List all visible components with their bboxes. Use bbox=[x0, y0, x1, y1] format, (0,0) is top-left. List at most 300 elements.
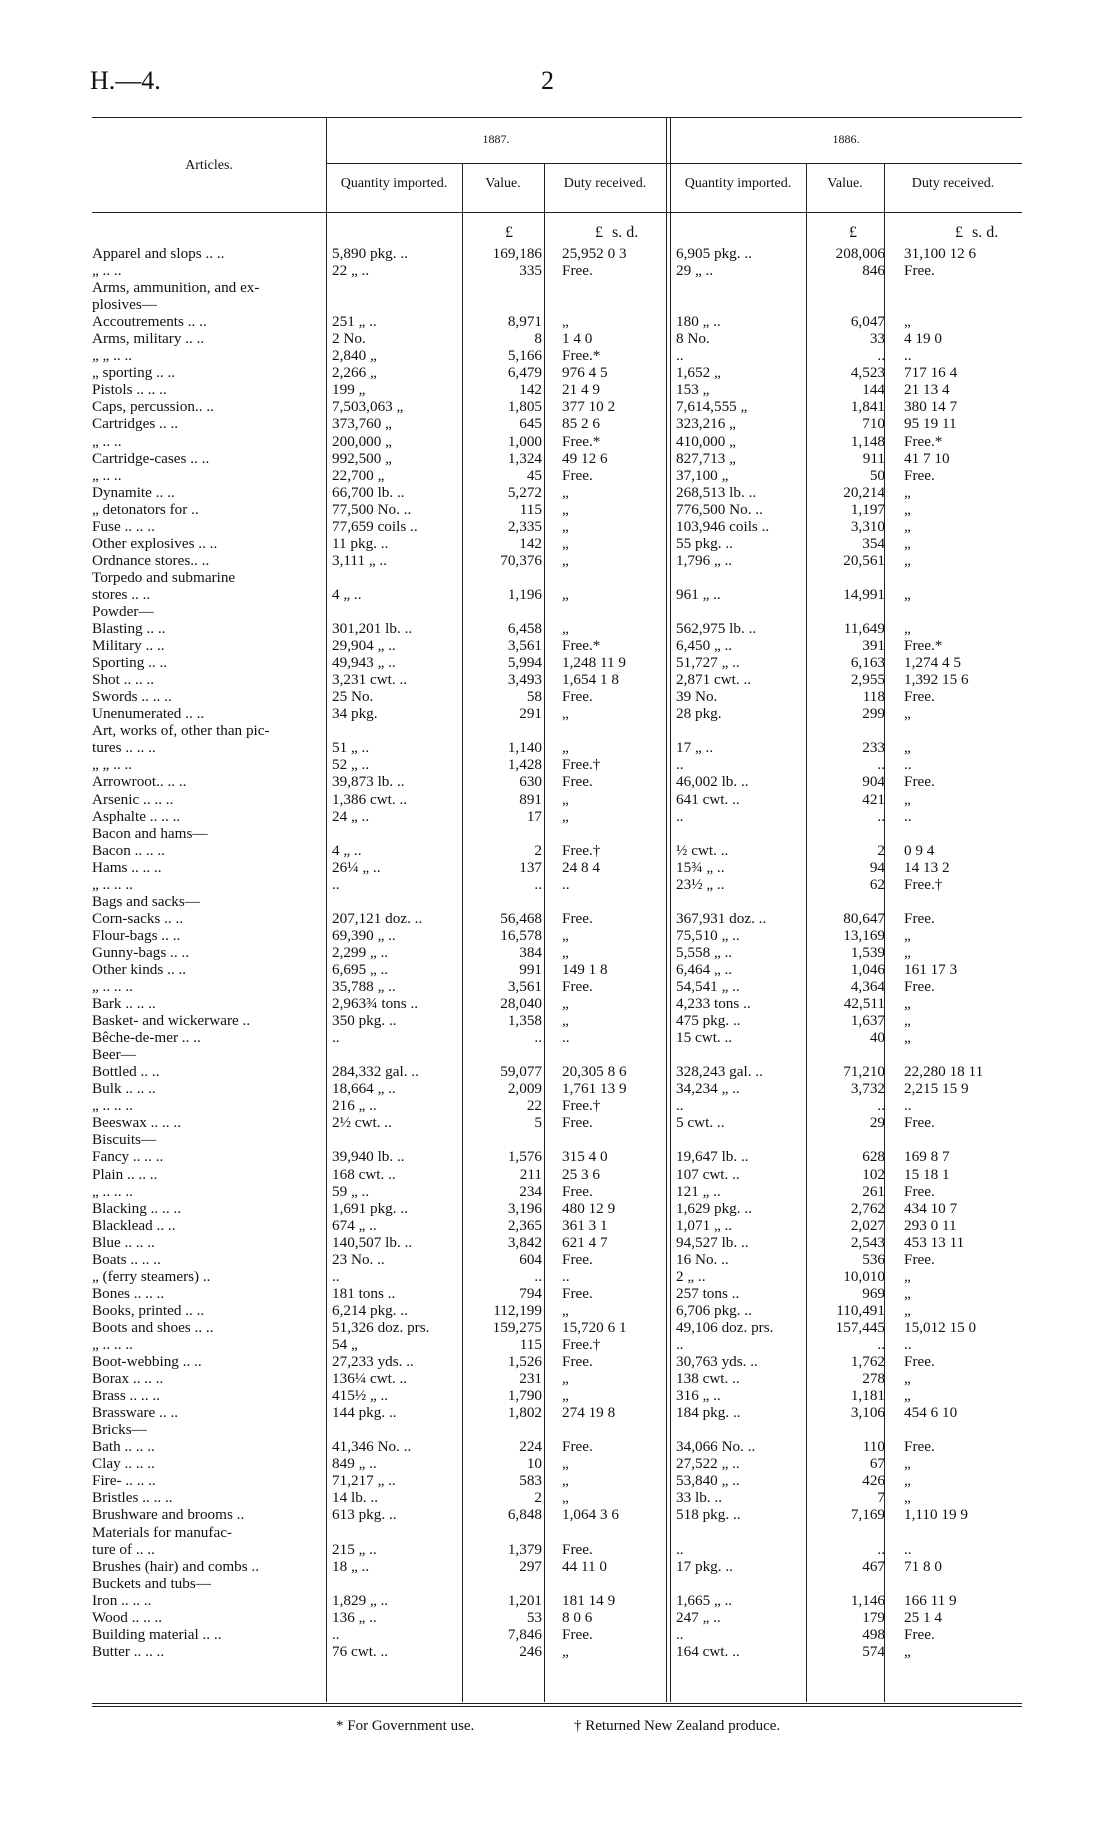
table-row bbox=[92, 859, 1022, 876]
quantity-1886: 17 pkg. .. bbox=[676, 1557, 733, 1575]
duty-1886: „ bbox=[904, 585, 911, 603]
quantity-1887: 613 pkg. .. bbox=[332, 1506, 397, 1524]
quantity-1886: 776,500 No. .. bbox=[676, 500, 763, 518]
article-name: Other explosives .. .. bbox=[92, 534, 218, 552]
table-row bbox=[92, 739, 1022, 756]
article-name: Bulk .. .. .. bbox=[92, 1080, 156, 1098]
article-name: Beeswax .. .. .. bbox=[92, 1114, 181, 1132]
value-1887: 1,000 bbox=[507, 432, 542, 450]
quantity-1887: .. bbox=[332, 1267, 340, 1285]
value-1887: 59,077 bbox=[500, 1063, 542, 1081]
table-row bbox=[92, 1302, 1022, 1319]
duty-1886: .. bbox=[904, 1336, 912, 1353]
article-name: Fire- .. .. .. bbox=[92, 1472, 156, 1490]
article-name: Bones .. .. .. bbox=[92, 1284, 165, 1302]
article-name: Biscuits— bbox=[92, 1131, 157, 1149]
quantity-1887: 251 „ .. bbox=[332, 313, 377, 331]
table-row bbox=[92, 1387, 1022, 1404]
quantity-1886: 39 No. bbox=[676, 688, 718, 706]
quantity-1886: 138 cwt. .. bbox=[676, 1370, 740, 1388]
value-1887: 3,561 bbox=[507, 978, 542, 996]
header-duty-1887: Duty received. bbox=[563, 176, 647, 191]
table-row bbox=[92, 978, 1022, 995]
value-1887: 2 bbox=[534, 841, 542, 859]
duty-1887: 149 1 8 bbox=[562, 960, 608, 978]
duty-1886: Free. bbox=[904, 1438, 935, 1456]
duty-1887: 315 4 0 bbox=[562, 1148, 608, 1166]
quantity-1887: 168 cwt. .. bbox=[332, 1165, 396, 1183]
duty-1886: Free. bbox=[904, 1353, 935, 1371]
duty-1886: „ bbox=[904, 1455, 911, 1473]
duty-1887: „ bbox=[562, 705, 569, 723]
article-name: Plain .. .. .. bbox=[92, 1165, 158, 1183]
duty-1886: „ bbox=[904, 790, 911, 808]
article-name: Accoutrements .. .. bbox=[92, 313, 207, 331]
value-1887: 5,272 bbox=[507, 483, 542, 501]
duty-1887: 480 12 9 bbox=[562, 1199, 616, 1217]
value-1886: 1,148 bbox=[850, 432, 885, 450]
table-row bbox=[92, 467, 1022, 484]
value-1887: 991 bbox=[519, 960, 542, 978]
article-name: Wood .. .. .. bbox=[92, 1608, 163, 1626]
article-name: Dynamite .. .. bbox=[92, 483, 175, 501]
value-1887: 645 bbox=[519, 415, 542, 433]
table-row bbox=[92, 722, 1022, 739]
table-row bbox=[92, 688, 1022, 705]
duty-1887: Free.† bbox=[562, 1097, 601, 1115]
quantity-1887: 140,507 lb. .. bbox=[332, 1233, 413, 1251]
value-1886: 278 bbox=[862, 1370, 885, 1388]
value-1887: 2,335 bbox=[507, 517, 542, 535]
article-name: Hams .. .. .. bbox=[92, 858, 162, 876]
duty-1887: Free. bbox=[562, 909, 593, 927]
table-row bbox=[92, 1421, 1022, 1438]
table-row bbox=[92, 825, 1022, 842]
value-1886: 3,310 bbox=[850, 517, 885, 535]
value-1887: 5 bbox=[534, 1114, 542, 1132]
duty-1887: „ bbox=[562, 1642, 569, 1660]
duty-1887: Free.† bbox=[562, 756, 601, 774]
duty-1886: 41 7 10 bbox=[904, 449, 950, 467]
quantity-1886: 34,234 „ .. bbox=[676, 1080, 740, 1098]
quantity-1887: 59 „ .. bbox=[332, 1182, 370, 1200]
duty-1887: Free.† bbox=[562, 1336, 601, 1353]
value-1886: .. bbox=[877, 1097, 885, 1115]
value-1887: 3,493 bbox=[507, 671, 542, 689]
article-name: „ .. .. .. bbox=[92, 978, 133, 996]
value-1887: 3,842 bbox=[507, 1233, 542, 1251]
value-1887: .. bbox=[534, 1267, 542, 1285]
pound-sign: £ bbox=[849, 224, 857, 241]
duty-1887: 25 3 6 bbox=[562, 1165, 600, 1183]
table-row bbox=[92, 791, 1022, 808]
shillings-pence: s. d. bbox=[612, 224, 639, 241]
quantity-1886: 6,464 „ .. bbox=[676, 960, 733, 978]
quantity-1887: 77,659 coils .. bbox=[332, 517, 418, 535]
duty-1887: „ bbox=[562, 500, 569, 518]
table-row bbox=[92, 1319, 1022, 1336]
duty-1887: 85 2 6 bbox=[562, 415, 600, 433]
table-row bbox=[92, 620, 1022, 637]
article-name: „ .. .. .. bbox=[92, 1182, 133, 1200]
duty-1887: „ bbox=[562, 620, 569, 638]
value-1886: 1,762 bbox=[850, 1353, 885, 1371]
table-row bbox=[92, 1626, 1022, 1643]
value-1887: 1,428 bbox=[507, 756, 542, 774]
duty-1887: 1 4 0 bbox=[562, 330, 593, 348]
article-name: Building material .. .. bbox=[92, 1625, 222, 1643]
duty-1887: Free.* bbox=[562, 432, 601, 450]
article-name: Arms, ammunition, and ex- bbox=[92, 279, 260, 297]
quantity-1887: 2,840 „ bbox=[332, 347, 377, 365]
table-row bbox=[92, 961, 1022, 978]
value-1887: 112,199 bbox=[493, 1301, 542, 1319]
quantity-1886: 17 „ .. bbox=[676, 739, 714, 757]
header-qty-1887: Quantity imported. bbox=[340, 176, 448, 191]
duty-1886: 293 0 11 bbox=[904, 1216, 957, 1234]
quantity-1887: 5,890 pkg. .. bbox=[332, 245, 408, 262]
article-name: „ (ferry steamers) .. bbox=[92, 1267, 211, 1285]
duty-1886: „ bbox=[904, 1029, 911, 1047]
article-name: Blacklead .. .. bbox=[92, 1216, 176, 1234]
duty-1886: .. bbox=[904, 807, 912, 825]
quantity-1887: .. bbox=[332, 1625, 340, 1643]
article-name: Brushes (hair) and combs .. bbox=[92, 1557, 260, 1575]
value-1887: 583 bbox=[519, 1472, 542, 1490]
table-row bbox=[92, 433, 1022, 450]
value-1886: 102 bbox=[862, 1165, 885, 1183]
article-name: Beer— bbox=[92, 1046, 136, 1064]
bottom-rule bbox=[92, 1703, 1022, 1704]
table-row bbox=[92, 518, 1022, 535]
year-divider bbox=[666, 118, 667, 212]
quantity-1887: 29,904 „ .. bbox=[332, 637, 396, 655]
quantity-1886: 107 cwt. .. bbox=[676, 1165, 740, 1183]
quantity-1886: 1,665 „ .. bbox=[676, 1591, 733, 1609]
footnote-returned-produce: † Returned New Zealand produce. bbox=[574, 1718, 781, 1734]
table-row bbox=[92, 1063, 1022, 1080]
duty-1886: „ bbox=[904, 620, 911, 638]
article-name: Fuse .. .. .. bbox=[92, 517, 155, 535]
value-1886: 536 bbox=[862, 1250, 885, 1268]
article-name: Military .. .. bbox=[92, 637, 165, 655]
duty-1886: 31,100 12 6 bbox=[904, 245, 977, 262]
quantity-1887: 3,111 „ .. bbox=[332, 551, 387, 569]
quantity-1887: 849 „ .. bbox=[332, 1455, 377, 1473]
quantity-1886: 2 „ .. bbox=[676, 1267, 706, 1285]
value-1887: 1,526 bbox=[507, 1353, 542, 1371]
table-row bbox=[92, 1524, 1022, 1541]
article-name: ture of .. .. bbox=[92, 1540, 155, 1558]
value-1887: 5,994 bbox=[507, 654, 542, 672]
duty-1886: 434 10 7 bbox=[904, 1199, 958, 1217]
value-1887: 234 bbox=[519, 1182, 542, 1200]
duty-1887: „ bbox=[562, 739, 569, 757]
duty-1887: „ bbox=[562, 926, 569, 944]
table-row bbox=[92, 569, 1022, 586]
quantity-1886: 164 cwt. .. bbox=[676, 1642, 740, 1660]
duty-1887: „ bbox=[562, 483, 569, 501]
article-name: Ordnance stores.. .. bbox=[92, 551, 210, 569]
article-name: „ sporting .. .. bbox=[92, 364, 176, 382]
table-row bbox=[92, 944, 1022, 961]
duty-1887: „ bbox=[562, 517, 569, 535]
article-name: Blacking .. .. .. bbox=[92, 1199, 182, 1217]
duty-1887: Free. bbox=[562, 1182, 593, 1200]
value-1886: 118 bbox=[862, 688, 885, 706]
duty-1886: 15 18 1 bbox=[904, 1165, 950, 1183]
quantity-1886: .. bbox=[676, 1097, 684, 1115]
article-name: „ .. .. bbox=[92, 466, 122, 484]
quantity-1886: 641 cwt. .. bbox=[676, 790, 740, 808]
table-row bbox=[92, 262, 1022, 279]
value-1887: 16,578 bbox=[500, 926, 542, 944]
quantity-1887: 2,299 „ .. bbox=[332, 943, 389, 961]
value-1886: 710 bbox=[862, 415, 885, 433]
quantity-1886: 16 No. .. bbox=[676, 1250, 729, 1268]
table-row bbox=[92, 1370, 1022, 1387]
value-1887: 8,971 bbox=[507, 313, 542, 331]
duty-1886: „ bbox=[904, 926, 911, 944]
value-1886: 1,841 bbox=[850, 398, 885, 416]
quantity-1886: 33 lb. .. bbox=[676, 1489, 722, 1507]
value-1886: 421 bbox=[862, 790, 885, 808]
article-name: Boats .. .. .. bbox=[92, 1250, 161, 1268]
page-number: 2 bbox=[541, 66, 554, 95]
value-1886: 110,491 bbox=[836, 1301, 885, 1319]
value-1886: 10,010 bbox=[843, 1267, 885, 1285]
table-row bbox=[92, 1251, 1022, 1268]
table-row bbox=[92, 1012, 1022, 1029]
quantity-1886: 247 „ .. bbox=[676, 1608, 721, 1626]
pound-sign: £ bbox=[595, 224, 603, 241]
duty-1886: „ bbox=[904, 739, 911, 757]
duty-1886: „ bbox=[904, 483, 911, 501]
duty-1886: Free. bbox=[904, 978, 935, 996]
article-name: Blasting .. .. bbox=[92, 620, 166, 638]
quantity-1886: 257 tons .. bbox=[676, 1284, 740, 1302]
quantity-1886: 827,713 „ bbox=[676, 449, 736, 467]
duty-1887: Free. bbox=[562, 1353, 593, 1371]
quantity-1886: 8 No. bbox=[676, 330, 710, 348]
duty-1886: „ bbox=[904, 705, 911, 723]
quantity-1887: 992,500 „ bbox=[332, 449, 392, 467]
table-row bbox=[92, 313, 1022, 330]
quantity-1887: 2,266 „ bbox=[332, 364, 377, 382]
duty-1886: 4 19 0 bbox=[904, 330, 942, 348]
article-name: Swords .. .. .. bbox=[92, 688, 172, 706]
quantity-1887: 27,233 yds. .. bbox=[332, 1353, 414, 1371]
value-1886: .. bbox=[877, 807, 885, 825]
table-row bbox=[92, 279, 1022, 296]
value-1886: 62 bbox=[869, 875, 885, 893]
quantity-1887: 144 pkg. .. bbox=[332, 1404, 397, 1422]
duty-1886: Free. bbox=[904, 466, 935, 484]
duty-1887: Free. bbox=[562, 688, 593, 706]
duty-1886: 14 13 2 bbox=[904, 858, 950, 876]
value-1887: 630 bbox=[519, 773, 542, 791]
value-1886: 11,649 bbox=[843, 620, 885, 638]
quantity-1887: 216 „ .. bbox=[332, 1097, 377, 1115]
duty-1886: Free. bbox=[904, 909, 935, 927]
value-1887: 3,561 bbox=[507, 637, 542, 655]
table-row bbox=[92, 347, 1022, 364]
duty-1886: „ bbox=[904, 517, 911, 535]
value-1886: 157,445 bbox=[835, 1318, 885, 1336]
duty-1887: 49 12 6 bbox=[562, 449, 608, 467]
quantity-1886: 121 „ .. bbox=[676, 1182, 721, 1200]
value-1887: 2,365 bbox=[507, 1216, 542, 1234]
header-value-1886: Value. bbox=[827, 176, 863, 191]
quantity-1887: .. bbox=[332, 1029, 340, 1047]
quantity-1886: 103,946 coils .. bbox=[676, 517, 770, 535]
quantity-1886: 53,840 „ .. bbox=[676, 1472, 740, 1490]
quantity-1886: 7,614,555 „ bbox=[676, 398, 748, 416]
table-row bbox=[92, 398, 1022, 415]
quantity-1887: 6,214 pkg. .. bbox=[332, 1301, 408, 1319]
table-row bbox=[92, 1200, 1022, 1217]
duty-1886: Free.* bbox=[904, 432, 943, 450]
duty-1886: 95 19 11 bbox=[904, 415, 957, 433]
table-row bbox=[92, 705, 1022, 722]
article-name: Fancy .. .. .. bbox=[92, 1148, 164, 1166]
value-1886: 969 bbox=[862, 1284, 885, 1302]
article-name: Bottled .. .. bbox=[92, 1063, 160, 1081]
duty-1887: 15,720 6 1 bbox=[562, 1318, 627, 1336]
quantity-1887: 4 „ .. bbox=[332, 841, 362, 859]
quantity-1886: 4,233 tons .. bbox=[676, 995, 751, 1013]
value-1886: 2,762 bbox=[850, 1199, 885, 1217]
duty-1886: .. bbox=[904, 1097, 912, 1115]
duty-1887: 361 3 1 bbox=[562, 1216, 608, 1234]
value-1887: 2 bbox=[534, 1489, 542, 1507]
quantity-1887: 3,231 cwt. .. bbox=[332, 671, 408, 689]
value-1886: 4,523 bbox=[850, 364, 885, 382]
article-name: Brushware and brooms .. bbox=[92, 1506, 245, 1524]
duty-1887: 621 4 7 bbox=[562, 1233, 608, 1251]
table-row bbox=[92, 671, 1022, 688]
table-row bbox=[92, 296, 1022, 313]
table-row bbox=[92, 995, 1022, 1012]
duty-1887: „ bbox=[562, 1387, 569, 1405]
article-name: „ „ .. .. bbox=[92, 756, 133, 774]
value-1886: 1,637 bbox=[850, 1012, 885, 1030]
value-1886: 498 bbox=[862, 1625, 885, 1643]
quantity-1886: 6,905 pkg. .. bbox=[676, 245, 752, 262]
table-row bbox=[92, 1472, 1022, 1489]
table-row bbox=[92, 603, 1022, 620]
article-name: Cartridge-cases .. .. bbox=[92, 449, 210, 467]
value-1886: 1,197 bbox=[850, 500, 885, 518]
value-1887: 115 bbox=[519, 1336, 542, 1353]
article-name: Brass .. .. .. bbox=[92, 1387, 160, 1405]
article-name: Basket- and wickerware .. bbox=[92, 1012, 251, 1030]
value-1887: 58 bbox=[526, 688, 542, 706]
quantity-1886: .. bbox=[676, 1540, 684, 1558]
value-1887: 1,201 bbox=[507, 1591, 542, 1609]
quantity-1886: 30,763 yds. .. bbox=[676, 1353, 758, 1371]
duty-1887: Free. bbox=[562, 1625, 593, 1643]
value-1886: 7,169 bbox=[850, 1506, 885, 1524]
quantity-1887: 415½ „ .. bbox=[332, 1387, 389, 1405]
quantity-1886: 410,000 „ bbox=[676, 432, 736, 450]
quantity-1886: 518 pkg. .. bbox=[676, 1506, 741, 1524]
value-1887: 1,140 bbox=[507, 739, 542, 757]
imports-table-body bbox=[92, 245, 1022, 1660]
header-year-1886: 1886. bbox=[832, 132, 860, 146]
value-1886: 6,163 bbox=[850, 654, 885, 672]
quantity-1886: 6,450 „ .. bbox=[676, 637, 733, 655]
quantity-1887: 18 „ .. bbox=[332, 1557, 370, 1575]
quantity-1887: 25 No. bbox=[332, 688, 374, 706]
value-1886: 911 bbox=[862, 449, 885, 467]
duty-1886: 166 11 9 bbox=[904, 1591, 957, 1609]
article-name: „ .. .. .. bbox=[92, 1097, 133, 1115]
value-1887: 224 bbox=[519, 1438, 542, 1456]
quantity-1886: 1,071 „ .. bbox=[676, 1216, 733, 1234]
duty-1887: 8 0 6 bbox=[562, 1608, 593, 1626]
value-1886: 71,210 bbox=[843, 1063, 885, 1081]
value-1886: .. bbox=[877, 756, 885, 774]
value-1886: 904 bbox=[862, 773, 885, 791]
duty-1887: „ bbox=[562, 1489, 569, 1507]
value-1887: 1,358 bbox=[507, 1012, 542, 1030]
table-row bbox=[92, 1097, 1022, 1114]
quantity-1887: 2,963¾ tons .. bbox=[332, 995, 419, 1013]
quantity-1887: 22 „ .. bbox=[332, 262, 370, 280]
duty-1887: 24 8 4 bbox=[562, 858, 600, 876]
table-row bbox=[92, 1575, 1022, 1592]
article-name: Materials for manufac- bbox=[92, 1523, 232, 1541]
quantity-1887: 23 No. .. bbox=[332, 1250, 385, 1268]
duty-1887: „ bbox=[562, 790, 569, 808]
footnote-government-use: * For Government use. bbox=[336, 1718, 475, 1734]
article-name: plosives— bbox=[92, 296, 157, 314]
duty-1887: „ bbox=[562, 807, 569, 825]
article-name: „ .. .. .. bbox=[92, 875, 133, 893]
header-articles: Articles. bbox=[185, 158, 233, 173]
article-name: Blue .. .. .. bbox=[92, 1233, 155, 1251]
duty-1886: „ bbox=[904, 1012, 911, 1030]
value-1887: 28,040 bbox=[500, 995, 542, 1013]
pound-sign: £ bbox=[955, 224, 963, 241]
value-1886: 20,214 bbox=[843, 483, 885, 501]
header-bottom-rule bbox=[92, 212, 1022, 213]
value-1887: 604 bbox=[519, 1250, 542, 1268]
article-name: Corn-sacks .. .. bbox=[92, 909, 184, 927]
value-1886: 80,647 bbox=[843, 909, 885, 927]
quantity-1887: 24 „ .. bbox=[332, 807, 370, 825]
quantity-1886: 23½ „ .. bbox=[676, 875, 725, 893]
value-1887: 3,196 bbox=[507, 1199, 542, 1217]
quantity-1887: 136¼ cwt. .. bbox=[332, 1370, 408, 1388]
duty-1886: „ bbox=[904, 534, 911, 552]
duty-1886: „ bbox=[904, 1370, 911, 1388]
value-1887: 17 bbox=[526, 807, 542, 825]
table-row bbox=[92, 1183, 1022, 1200]
quantity-1887: 301,201 lb. .. bbox=[332, 620, 413, 638]
value-1887: 246 bbox=[519, 1642, 542, 1660]
quantity-1887: 4 „ .. bbox=[332, 585, 362, 603]
duty-1887: Free. bbox=[562, 773, 593, 791]
table-row bbox=[92, 1148, 1022, 1165]
value-1886: 3,106 bbox=[850, 1404, 885, 1422]
duty-1886: „ bbox=[904, 551, 911, 569]
article-name: „ .. .. .. bbox=[92, 1336, 133, 1353]
value-1887: 6,458 bbox=[507, 620, 542, 638]
quantity-1886: 5,558 „ .. bbox=[676, 943, 733, 961]
duty-1887: 1,248 11 9 bbox=[562, 654, 626, 672]
